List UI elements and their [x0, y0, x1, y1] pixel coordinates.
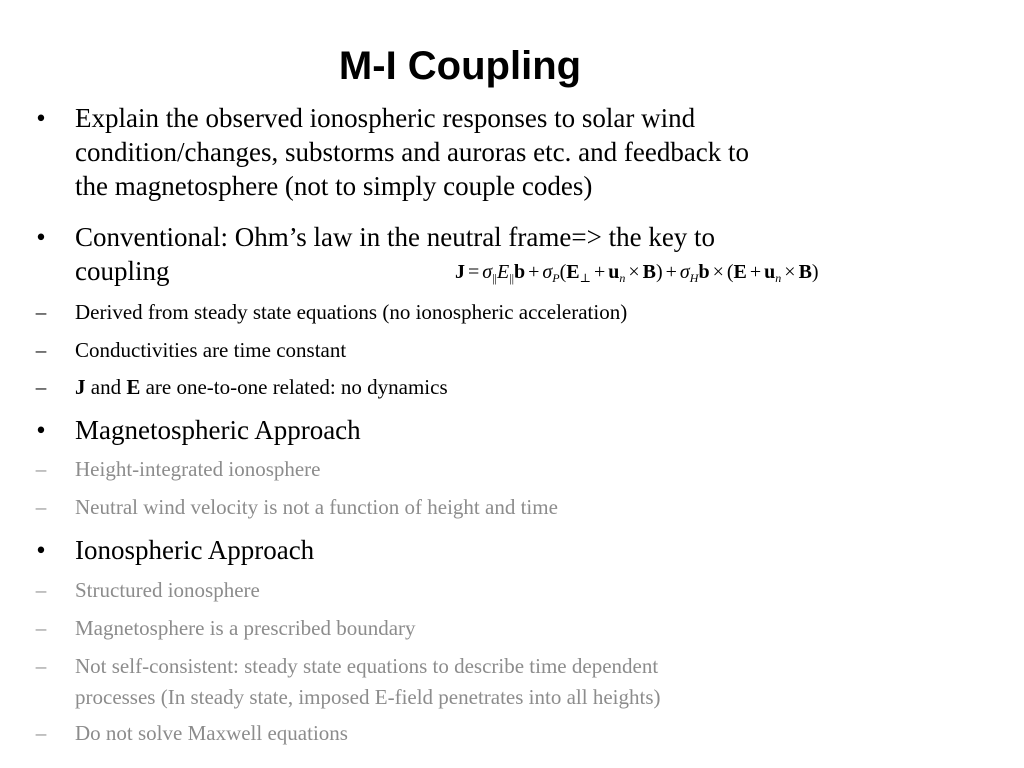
- eq-paren: (: [726, 261, 734, 283]
- eq-sigma: σ: [482, 261, 493, 283]
- eq-plus: +: [593, 261, 606, 283]
- bullet-marker: •: [36, 535, 46, 565]
- eq-field-e: E: [566, 261, 580, 283]
- dash-marker: –: [35, 300, 47, 324]
- dash-marker: –: [35, 457, 47, 481]
- eq-equals: =: [468, 261, 480, 283]
- eq-plus: +: [749, 261, 762, 283]
- eq-wind-u: u: [608, 261, 620, 283]
- bullet-text-line: the magnetosphere (not to simply couple codes): [75, 171, 593, 201]
- dash-marker: –: [35, 654, 47, 678]
- eq-unit-b: b: [698, 261, 710, 283]
- eq-wind-u: u: [764, 261, 776, 283]
- bullet-marker: •: [36, 103, 46, 133]
- subpoint-text: Neutral wind velocity is not a function of height and time: [75, 495, 558, 519]
- eq-e-parallel: E: [496, 261, 510, 283]
- bullet-text-line: Ionospheric Approach: [75, 535, 315, 565]
- subpoint-text: Conductivities are time constant: [75, 338, 347, 362]
- eq-current-j: J: [455, 261, 465, 283]
- subpoint-text: Not self-consistent: steady state equations to describe time dependent: [75, 654, 659, 678]
- bullet-text-line: Magnetospheric Approach: [75, 415, 361, 445]
- eq-plus: +: [665, 261, 677, 283]
- subpoint-text: processes (In steady state, imposed E-field penetrates into all heights): [75, 685, 661, 709]
- subpoint-text: Do not solve Maxwell equations: [75, 721, 348, 745]
- eq-parallel-sub: ||: [492, 271, 497, 285]
- bullet-text-line: condition/changes, substorms and auroras etc. and feedback to: [75, 137, 750, 167]
- dash-marker: –: [35, 495, 47, 519]
- eq-neutral-sub: n: [775, 271, 782, 285]
- slide-title: M-I Coupling: [338, 44, 582, 88]
- bullet-text-line: Explain the observed ionospheric responses to solar wind: [75, 103, 696, 133]
- eq-sigma: σ: [679, 261, 690, 283]
- eq-neutral-sub: n: [619, 271, 626, 285]
- eq-field-e: E: [733, 261, 747, 283]
- symbol-e: E: [126, 375, 141, 399]
- eq-plus: +: [528, 261, 540, 283]
- subpoint-text: and: [85, 375, 127, 399]
- dash-marker: –: [35, 616, 47, 640]
- subpoint-text: Magnetosphere is a prescribed boundary: [75, 616, 416, 640]
- bullet-marker: •: [36, 415, 46, 445]
- eq-times: ×: [628, 261, 640, 283]
- eq-paren: (: [559, 261, 567, 283]
- ohms-law-equation: [455, 259, 819, 291]
- eq-sigma: σ: [542, 261, 553, 283]
- eq-unit-b: b: [514, 261, 526, 283]
- eq-paren: ): [811, 261, 819, 283]
- subpoint-text: Height-integrated ionosphere: [75, 457, 321, 481]
- bullet-marker: •: [36, 222, 46, 252]
- eq-field-b: B: [642, 261, 656, 283]
- bullet-text-line: Conventional: Ohm’s law in the neutral frame=> the key to: [75, 222, 716, 252]
- eq-field-b: B: [798, 261, 812, 283]
- subpoint-text: Structured ionosphere: [75, 578, 260, 602]
- dash-marker: –: [35, 375, 47, 399]
- eq-pedersen-sub: P: [552, 271, 560, 285]
- symbol-j: J: [75, 375, 86, 399]
- eq-hall-sub: H: [689, 271, 699, 285]
- subpoint-text: are one-to-one related: no dynamics: [140, 375, 448, 399]
- bullet-text-line: coupling: [75, 256, 170, 286]
- eq-times: ×: [784, 261, 796, 283]
- dash-marker: –: [35, 338, 47, 362]
- subpoint-text: Derived from steady state equations (no ionospheric acceleration): [75, 300, 628, 324]
- dash-marker: –: [35, 721, 47, 745]
- eq-parallel-sub: ||: [509, 271, 514, 285]
- eq-times: ×: [712, 261, 724, 283]
- eq-perp-sub: ⊥: [579, 271, 591, 285]
- eq-paren: ): [655, 261, 663, 283]
- dash-marker: –: [35, 578, 47, 602]
